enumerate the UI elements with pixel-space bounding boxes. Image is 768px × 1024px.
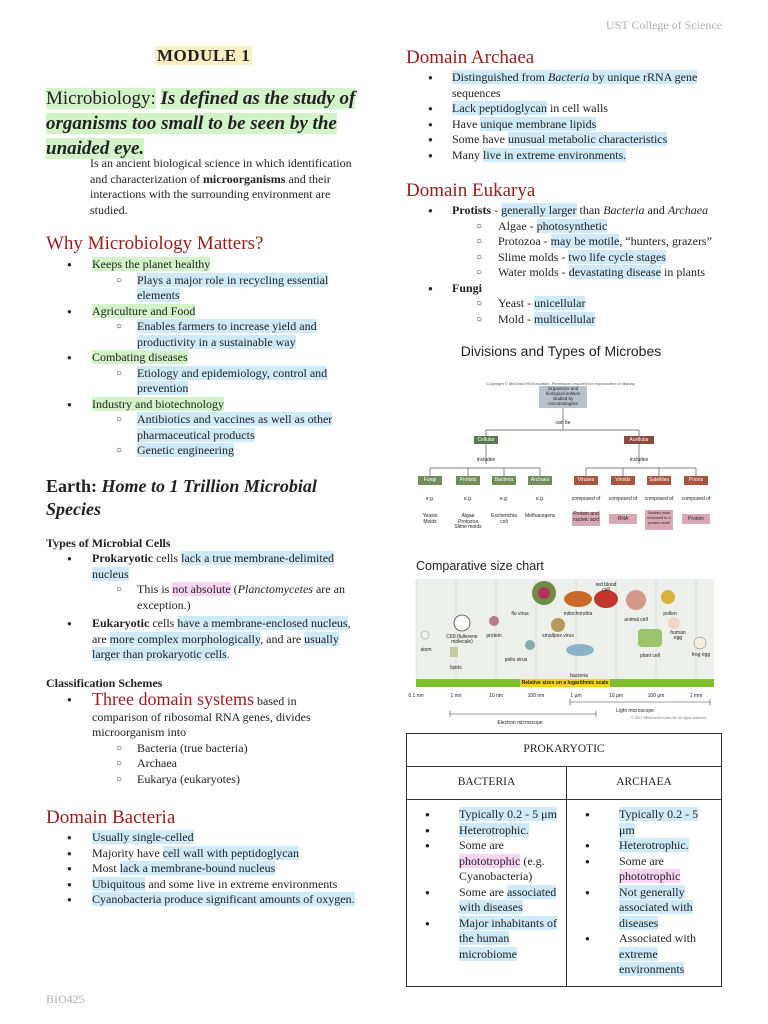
cell-hl: Not generally associated with diseases [619, 884, 693, 930]
fungi-hl: multicellular [534, 311, 596, 326]
archaea-cell [567, 800, 722, 987]
bacteria-item [46, 830, 366, 846]
eg-label: e.g. [463, 496, 473, 502]
definition-text: Is defined as the study of organisms too small to be seen by the unaided eye. [46, 88, 356, 159]
why-item [46, 350, 366, 366]
cell-pre: Some are [459, 838, 504, 852]
prok-sub-a: This is [137, 582, 173, 596]
viruses-box: Viruses [574, 476, 598, 485]
protist-pre: Water molds - [498, 265, 569, 279]
cell-text: Heterotrophic. [619, 838, 689, 852]
three-domain-item [46, 689, 346, 741]
arch-2a: Lack peptidoglycan [452, 101, 547, 115]
protists-f: Archaea [667, 203, 709, 217]
eukaryotic-item [46, 616, 366, 663]
bacteria-hl: Usually single-celled [92, 830, 194, 844]
protist-sub [406, 234, 736, 250]
euk-d: more complex morphologically [109, 631, 261, 646]
size-label-polio-virus: polio virus [504, 657, 528, 663]
prions-composition: Protein [682, 514, 710, 524]
arch-4a: Some have [452, 132, 508, 146]
domain-sub-text: Bacteria (true bacteria) [137, 740, 248, 755]
size-chart-title: Comparative size chart [416, 559, 544, 573]
fungi-item [406, 281, 736, 297]
domain-sub-text: Archaea [137, 756, 177, 770]
why-sub [46, 319, 366, 350]
satellites-composition: Nucleic acid enclosed in a protein shell [645, 510, 673, 530]
protists-example: Algae Protozoa Slime molds [454, 513, 482, 530]
why-sub-text: Genetic engineering [137, 443, 234, 457]
table-row [567, 854, 715, 885]
light-microscope-label: Light microscope [616, 708, 654, 714]
fungi-box: Fungi [418, 476, 442, 485]
fungi-hl: unicellular [534, 296, 586, 310]
bacteria-pre: Majority have [92, 845, 163, 860]
why-sub [46, 412, 366, 443]
cell-post: (e.g. Cyanobacteria) [459, 853, 545, 883]
eukarya-list [406, 203, 736, 327]
cellular-box: Cellular [474, 436, 498, 444]
fungi-pre: Mold - [498, 311, 534, 326]
size-label-smallpox: smallpox virus [542, 633, 574, 639]
bacteria-header [407, 767, 567, 800]
cell-hl: extreme environments [619, 946, 685, 976]
table-row [407, 838, 560, 885]
why-item [46, 257, 366, 273]
definition-term: Microbiology: [46, 88, 156, 109]
composed-label: composed of [608, 496, 638, 502]
intro-paragraph [90, 156, 355, 218]
table-row [567, 931, 715, 978]
eg-label: e.g. [425, 496, 435, 502]
eg-label: e.g. [499, 496, 509, 502]
protist-hl: devastating disease [568, 265, 661, 279]
domain-sub [46, 756, 346, 772]
footer-code: BIO425 [46, 992, 85, 1006]
why-item [46, 397, 366, 413]
archaea-box: Archaea [528, 476, 552, 485]
why-list [46, 257, 366, 459]
euk-a: cells [149, 616, 178, 630]
size-label-animal-cell: animal cell [624, 617, 648, 623]
bacteria-item [46, 877, 366, 893]
tick-label: 1 nm [450, 693, 462, 699]
protist-hl: may be motile [550, 234, 620, 248]
why-label: Industry and biotechnology [92, 396, 224, 411]
arch-1b: Bacteria [548, 70, 590, 84]
bacteria-example: Escherichia coli [491, 513, 517, 525]
protist-sub [406, 219, 736, 235]
divisions-copyright: Copyright © McGraw-Hill Education. Permission required for reproduction or display. [486, 381, 636, 386]
archaea-title: Domain Archaea [406, 47, 535, 68]
cell-hl: associated with diseases [459, 884, 557, 914]
tick-label: 10 μm [609, 693, 623, 699]
archaea-item [406, 117, 726, 133]
archaea-list [406, 70, 726, 163]
tick-label: 100 μm [647, 693, 665, 699]
size-label-pollen: pollen [663, 611, 677, 617]
protists-a: - [491, 203, 502, 217]
why-sub [46, 366, 366, 397]
protists-c: than [576, 203, 604, 217]
prok-sub-d: Planctomycetes [237, 582, 313, 596]
why-item [46, 304, 366, 320]
tick-label: 1 μm [570, 693, 582, 699]
table-head [407, 734, 722, 767]
eg-label: e.g. [535, 496, 545, 502]
scale-title: Relative sizes on a logarithmic scale [521, 680, 609, 686]
domain-sub [46, 772, 346, 788]
size-label-fullerene: C60 (fullerene molecule) [446, 634, 478, 645]
arch-1d: sequences [452, 85, 501, 100]
protists-item [406, 203, 736, 219]
why-sub [46, 443, 366, 459]
euk-e: , and are [260, 631, 305, 646]
bacteria-box: Bacteria [492, 476, 516, 485]
arch-4b: unusual metabolic characteristics [508, 132, 668, 146]
protist-sub [406, 250, 736, 266]
euk-label: Eukaryotic [92, 616, 150, 630]
protists-box: Protists [456, 476, 480, 485]
includes-label: includes [476, 457, 496, 463]
table-row [407, 823, 560, 839]
size-chart-figure [410, 555, 720, 730]
protist-hl: photosynthetic [536, 218, 608, 233]
bacteria-item [46, 892, 366, 908]
divisions-root: Organisms and biological entities studied by microbiologists [539, 386, 587, 408]
cell-text: Typically 0.2 - 5 μm [619, 807, 699, 837]
bacteria-header-text: BACTERIA [457, 776, 516, 789]
fungi-pre: Yeast - [498, 296, 535, 310]
bacteria-item [46, 861, 366, 877]
tick-label: 1 mm [689, 693, 703, 699]
header-org: UST College of Science [605, 18, 722, 32]
prok-a: cells [153, 551, 182, 565]
protist-pre: Protozoa - [498, 234, 551, 248]
domain-sub [46, 741, 346, 757]
arch-5a: Many [452, 147, 483, 162]
protist-sub [406, 265, 736, 281]
prions-box: Prions [684, 476, 708, 485]
table-row [567, 885, 715, 932]
protist-post: in plants [661, 265, 705, 279]
prokaryotic-sub [46, 582, 366, 613]
table-row [407, 885, 560, 916]
why-label: Keeps the planet healthy [92, 257, 211, 271]
prok-sub-b: not absolute [172, 582, 231, 596]
module-label: MODULE 1 [157, 46, 251, 65]
arch-1a: Distinguished from [452, 70, 548, 84]
size-label-lipids: lipids [450, 665, 462, 671]
three-domain-label: Three domain systems [92, 689, 254, 709]
size-chart-copyright: © 2007 Williams/McGraw-Hill. All rights reserved. [630, 716, 708, 720]
arch-3a: Have [452, 116, 481, 131]
fungi-label: Fungi [452, 280, 483, 295]
arch-5b: live in extreme environments. [483, 147, 627, 162]
why-sub-text: Enables farmers to increase yield and productivity in a sustainable way [137, 319, 317, 349]
classification-title: Classification Schemes [46, 676, 163, 690]
bacteria-item [46, 846, 366, 862]
bacteria-hl: Ubiquitous [92, 876, 146, 891]
tick-label: 10 nm [489, 693, 503, 699]
size-label-frog-egg: frog egg [691, 652, 711, 658]
satellites-box: Satellites [648, 477, 670, 483]
composed-label: composed of [571, 496, 601, 502]
earth-b: Home to 1 Trillion Microbial Species [46, 476, 317, 519]
protist-pre: Slime molds - [498, 249, 569, 264]
cell-hl: phototrophic [619, 869, 681, 883]
bacteria-hl: lack a membrane-bound nucleus [119, 861, 276, 875]
arch-1c: by unique rRNA gene [589, 70, 698, 84]
why-sub-text: Etiology and epidemiology, control and prevention [137, 365, 328, 395]
size-label-flu-virus: flu virus [511, 611, 529, 617]
intro-bold: microorganisms [202, 171, 286, 186]
composed-label: composed of [681, 496, 711, 502]
bacteria-pre: Most [92, 861, 120, 875]
protists-e: and [644, 203, 668, 217]
why-label: Agriculture and Food [92, 303, 196, 318]
can-be-label: can be [555, 420, 571, 426]
earth-a: Earth: [46, 476, 102, 496]
cell-text: Heterotrophic. [459, 822, 529, 837]
bacteria-hl: cell wall with peptidoglycan [162, 845, 299, 860]
bacteria-cell [407, 800, 567, 987]
table-head-text: PROKARYOTIC [523, 743, 605, 756]
electron-microscope-label: Electron microscope [497, 720, 543, 726]
bacteria-title: Domain Bacteria [46, 807, 176, 828]
why-label: Combating diseases [92, 350, 188, 364]
why-sub [46, 273, 366, 304]
prok-sub-c: ( [230, 582, 238, 596]
bacteria-hl: Cyanobacteria produce significant amounts of oxygen. [92, 892, 355, 906]
cell-hl: phototrophic [459, 853, 521, 868]
classification-list [46, 689, 346, 787]
euk-g: . [226, 647, 230, 661]
protist-post: , “hunters, grazers” [619, 234, 712, 248]
cell-hl: Major inhabitants of the human microbiome [459, 915, 557, 961]
protists-b: generally larger [501, 203, 577, 217]
size-label-rbc: red blood cell [595, 582, 617, 593]
types-title: Types of Microbial Cells [46, 536, 171, 550]
archaea-header [567, 767, 722, 800]
size-label-protein: protein [486, 633, 502, 639]
prokaryotic-item [46, 551, 366, 582]
cell-pre: Associated with [619, 931, 696, 945]
arch-3b: unique membrane lipids [480, 116, 597, 131]
includes-label: includes [629, 457, 649, 463]
why-sub-text: Plays a major role in recycling essential elements [137, 272, 329, 302]
cell-text: Typically 0.2 - 5 μm [459, 807, 557, 821]
prok-b: lack a true membrane-delimited nucleus [92, 551, 335, 581]
arch-2b: in cell walls [546, 101, 608, 115]
protist-pre: Algae - [498, 218, 537, 233]
size-label-mitochondria: mitochondria [563, 611, 593, 617]
fungi-sub [406, 296, 736, 312]
three-domain-rest: based in comparison of ribosomal RNA genes, divides microorganism into [92, 694, 311, 739]
archaea-header-text: ARCHAEA [616, 776, 672, 789]
domain-sub-text: Eukarya (eukaryotes) [137, 771, 240, 786]
fungi-example: Yeasts Molds [422, 513, 438, 525]
tick-label: 0.1 nm [408, 693, 424, 699]
euk-f: usually larger than prokaryotic cells [92, 631, 339, 661]
intro-a: Is an ancient biological science in which identification and characterization of [90, 156, 352, 186]
protist-hl: two life cycle stages [568, 249, 666, 264]
size-label-atom: atom [420, 647, 432, 653]
archaea-example: Methanogens [525, 513, 556, 519]
earth-heading [46, 475, 346, 521]
table-row [567, 838, 715, 854]
module-title [155, 48, 252, 66]
prokaryotic-table [406, 733, 722, 987]
intro-b: and their interactions with the surrounding environment are studied. [90, 171, 331, 217]
table-row [407, 807, 560, 823]
prok-label: Prokaryotic [92, 551, 154, 565]
divisions-figure [406, 340, 716, 540]
composed-label: composed of [644, 496, 674, 502]
types-list [46, 551, 366, 663]
table-row [567, 807, 715, 838]
euk-c: , are [92, 616, 351, 646]
size-label-plant-cell: plant cell [640, 653, 660, 659]
cell-pre: Some are [459, 884, 507, 899]
protists-d: Bacteria [603, 203, 645, 217]
eukarya-title: Domain Eukarya [406, 180, 536, 201]
archaea-item [406, 132, 726, 148]
euk-b: have a membrane-enclosed nucleus [177, 616, 348, 630]
fungi-sub [406, 312, 736, 328]
prok-sub-e: are an exception.) [137, 582, 345, 612]
viruses-composition: Protein and nucleic acid [572, 512, 600, 526]
archaea-item [406, 70, 726, 101]
cell-pre: Some are [619, 853, 664, 868]
archaea-item [406, 101, 726, 117]
definition [46, 86, 366, 161]
why-sub-text: Antibiotics and vaccines as well as other pharmaceutical products [137, 412, 333, 442]
divisions-title: Divisions and Types of Microbes [460, 343, 662, 359]
protists-label: Protists [452, 203, 492, 217]
bacteria-list [46, 830, 366, 908]
archaea-item [406, 148, 726, 164]
bacteria-post: and some live in extreme environments [145, 876, 338, 891]
table-row [407, 916, 560, 963]
size-label-bacteria: bacteria [570, 673, 588, 679]
why-title: Why Microbiology Matters? [46, 233, 264, 254]
viroids-composition: RNA [609, 514, 637, 524]
viroids-box: Viroids [611, 476, 635, 485]
tick-label: 100 nm [527, 693, 545, 699]
size-label-human-egg: human egg [670, 630, 686, 641]
acellular-box: Acellular [624, 436, 654, 444]
